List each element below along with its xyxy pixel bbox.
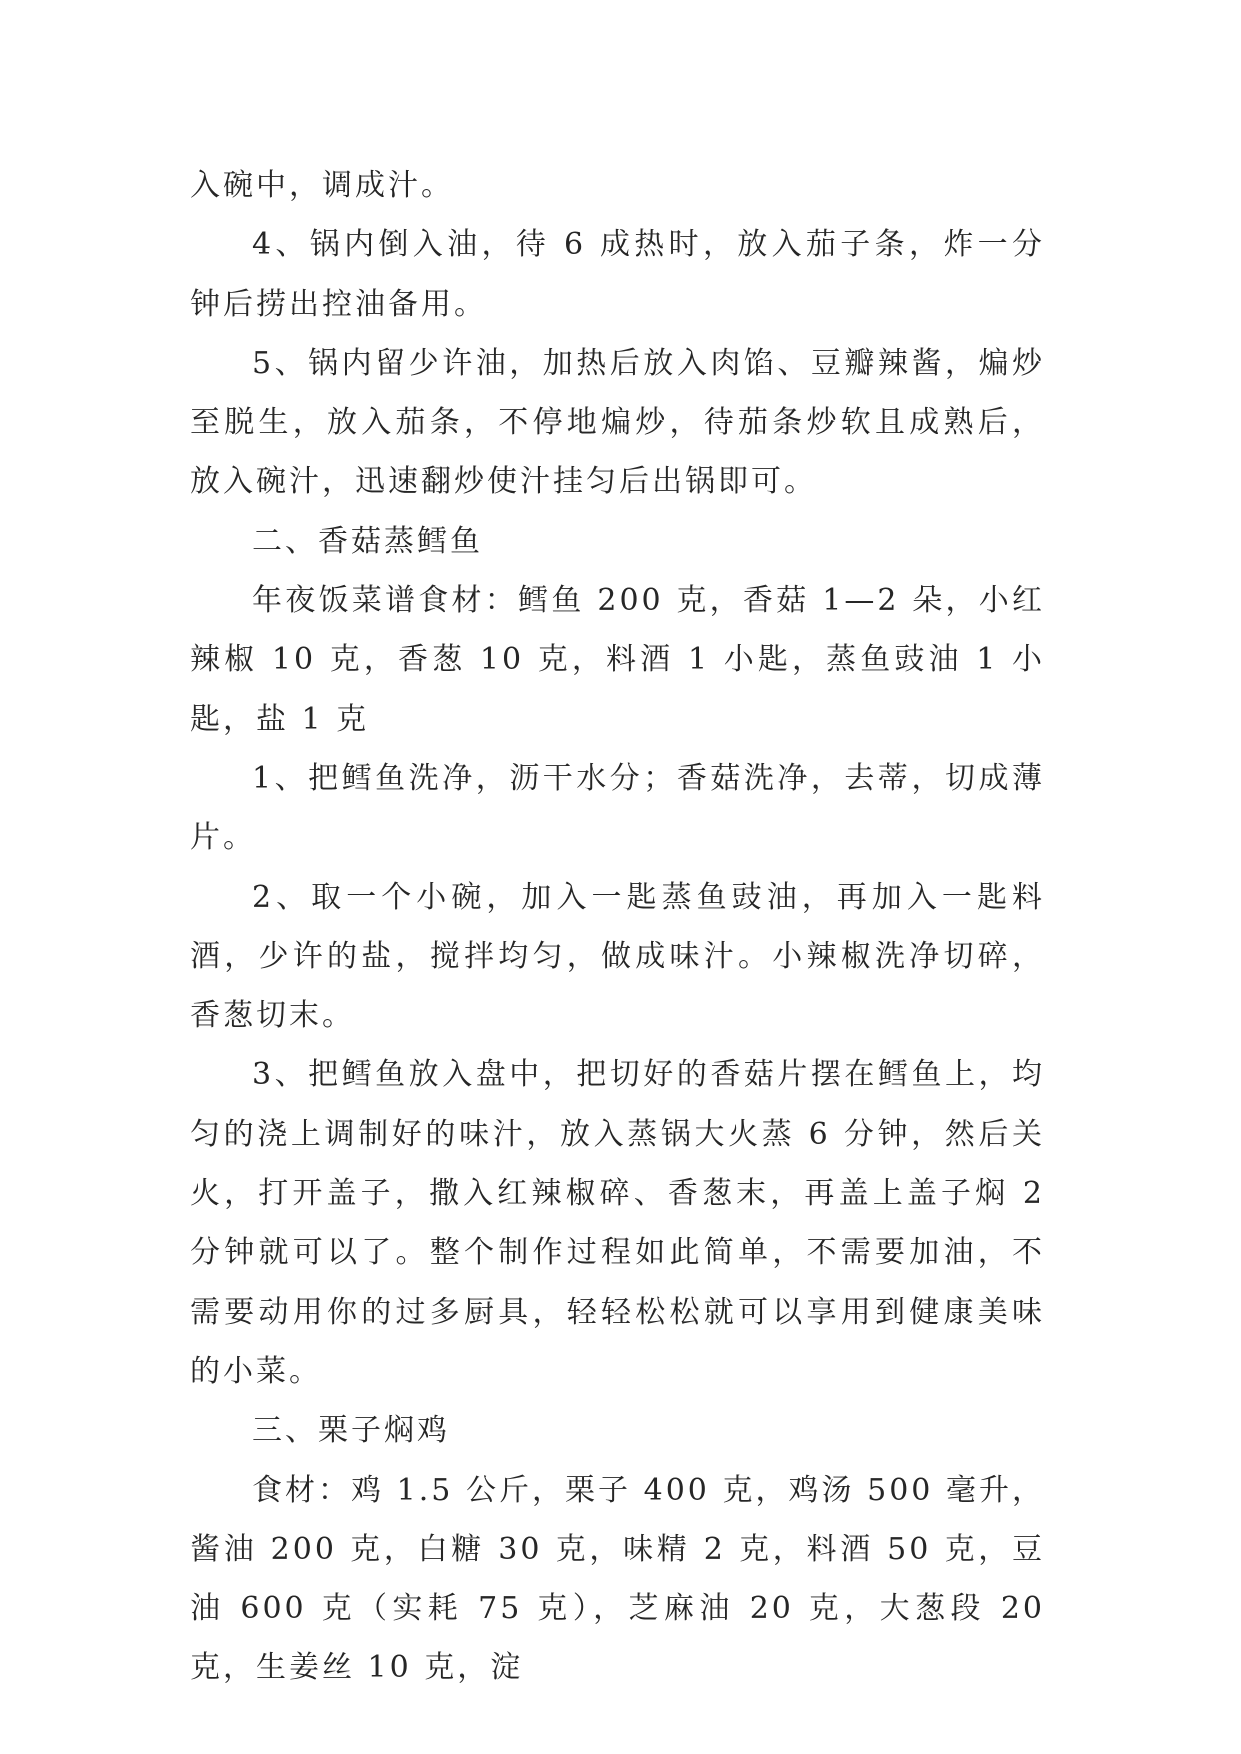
paragraph-step-2: 2、取一个小碗，加入一匙蒸鱼豉油，再加入一匙料酒，少许的盐，搅拌均匀，做成味汁。小辣椒洗净切碎，香葱切末。 <box>190 879 1045 1034</box>
paragraph-ingredients-3: 食材：鸡 1.5 公斤，栗子 400 克，鸡汤 500 毫升，酱油 200 克，白糖 30 克，味精 2 克，料酒 50 克，豆油 600 克（实耗 75 克），芝麻油 20 克，大葱段 20 克，生姜丝 10 克，淀 <box>190 1472 1045 1686</box>
section-heading-2: 二、香菇蒸鳕鱼 <box>252 523 483 559</box>
paragraph-step-5: 5、锅内留少许油，加热后放入肉馅、豆瓣辣酱，煸炒至脱生，放入茄条，不停地煸炒，待茄条炒软且成熟后，放入碗汁，迅速翻炒使汁挂匀后出锅即可。 <box>190 345 1045 500</box>
paragraph-step-1: 1、把鳕鱼洗净，沥干水分；香菇洗净，去蒂，切成薄片。 <box>190 760 1045 856</box>
section-heading-3: 三、栗子焖鸡 <box>252 1413 450 1449</box>
paragraph-ingredients-2: 年夜饭菜谱食材：鳕鱼 200 克，香菇 1—2 朵，小红辣椒 10 克，香葱 10 克，料酒 1 小匙，蒸鱼豉油 1 小匙，盐 1 克 <box>190 583 1045 737</box>
paragraph-step-3: 3、把鳕鱼放入盘中，把切好的香菇片摆在鳕鱼上，均匀的浇上调制好的味汁，放入蒸锅大火蒸 6 分钟，然后关火，打开盖子，撒入红辣椒碎、香葱末，再盖上盖子焖 2 分钟就可以了。整个制作过程如此简单，不需要加油，不需要动用你的过多厨具，轻轻松松就可以享用到健康美味的小菜。 <box>190 1057 1045 1389</box>
paragraph-step-4: 4、锅内倒入油，待 6 成热时，放入茄子条，炸一分钟后捞出控油备用。 <box>190 227 1045 322</box>
paragraph-continuation: 入碗中，调成汁。 <box>190 168 454 203</box>
document-body <box>190 156 1045 1698</box>
